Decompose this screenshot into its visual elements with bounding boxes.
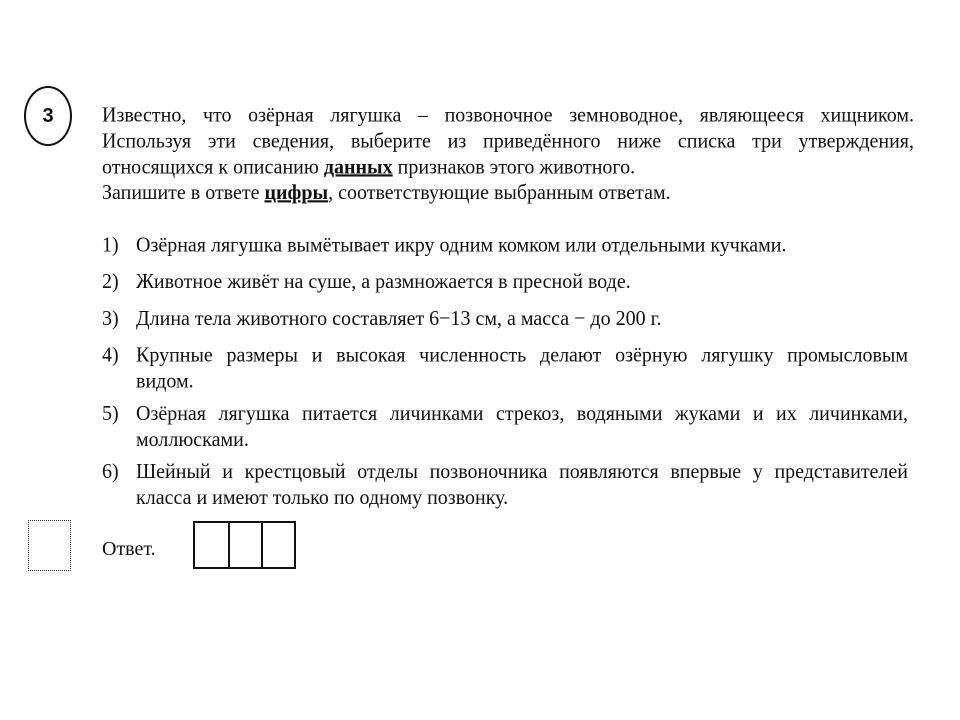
statement-text-line-1: Шейный и крестцовый отделы позвоночника появляются впервые у представителей	[136, 459, 908, 484]
answer-cell-1[interactable]	[195, 523, 228, 567]
answer-cell-2[interactable]	[228, 523, 261, 567]
intro-line-4-end: , соответствующие выбранным ответам.	[328, 180, 671, 205]
statement-text-line-2: видом.	[136, 369, 194, 393]
intro-line-2: Используя эти сведения, выберите из приведённого ниже списка три утверждения,	[102, 129, 914, 153]
statement-number: 2)	[102, 269, 119, 294]
statement-text-line-2: моллюсками.	[136, 427, 249, 452]
answer-grid	[193, 521, 296, 569]
answer-label: Ответ.	[102, 538, 156, 560]
statement-item	[102, 305, 908, 331]
statement-item	[102, 400, 908, 452]
score-box	[28, 520, 71, 571]
statement-list	[102, 232, 908, 517]
statement-item	[102, 269, 908, 295]
statement-item	[102, 459, 908, 511]
task-number-badge	[24, 86, 72, 146]
intro-emphasis-digits: цифры	[264, 180, 329, 205]
statement-text: Озёрная лягушка вымётывает икру одним комком или отдельными кучками.	[136, 233, 787, 257]
statement-text: Длина тела животного составляет 6−13 см, а масса − до 200 г.	[136, 306, 662, 331]
statement-number: 6)	[102, 459, 119, 484]
statement-text-line-1: Крупные размеры и высокая численность делают озёрную лягушку промысловым	[136, 343, 908, 367]
statement-text: Животное живёт на суше, а размножается в пресной воде.	[136, 269, 631, 294]
task-number: 3	[42, 104, 54, 127]
intro-line-4-start: Запишите в ответе	[102, 180, 265, 205]
statement-number: 4)	[102, 343, 119, 367]
intro-line-4	[102, 180, 914, 206]
statement-number: 1)	[102, 233, 119, 257]
intro-line-3-start: относящихся к описанию	[102, 154, 324, 179]
statement-text	[136, 400, 908, 452]
statement-text	[136, 342, 908, 394]
statement-item	[102, 232, 908, 258]
statement-text	[136, 459, 908, 511]
answer-cell-3[interactable]	[261, 523, 294, 567]
intro-line-3-end: признаков этого животного.	[392, 154, 636, 179]
intro-line-3	[102, 154, 914, 180]
task-instructions	[102, 102, 914, 206]
statement-number: 5)	[102, 401, 119, 426]
statement-text-line-1: Озёрная лягушка питается личинками стрекоз, водяными жуками и их личинками,	[136, 401, 908, 426]
statement-text-line-2: класса и имеют только по одному позвонку.	[136, 485, 509, 510]
intro-line-1: Известно, что озёрная лягушка – позвоночное земноводное, являющееся хищником.	[102, 103, 914, 127]
statement-number: 3)	[102, 306, 119, 331]
statement-item	[102, 342, 908, 394]
intro-emphasis-data: данных	[323, 154, 393, 179]
